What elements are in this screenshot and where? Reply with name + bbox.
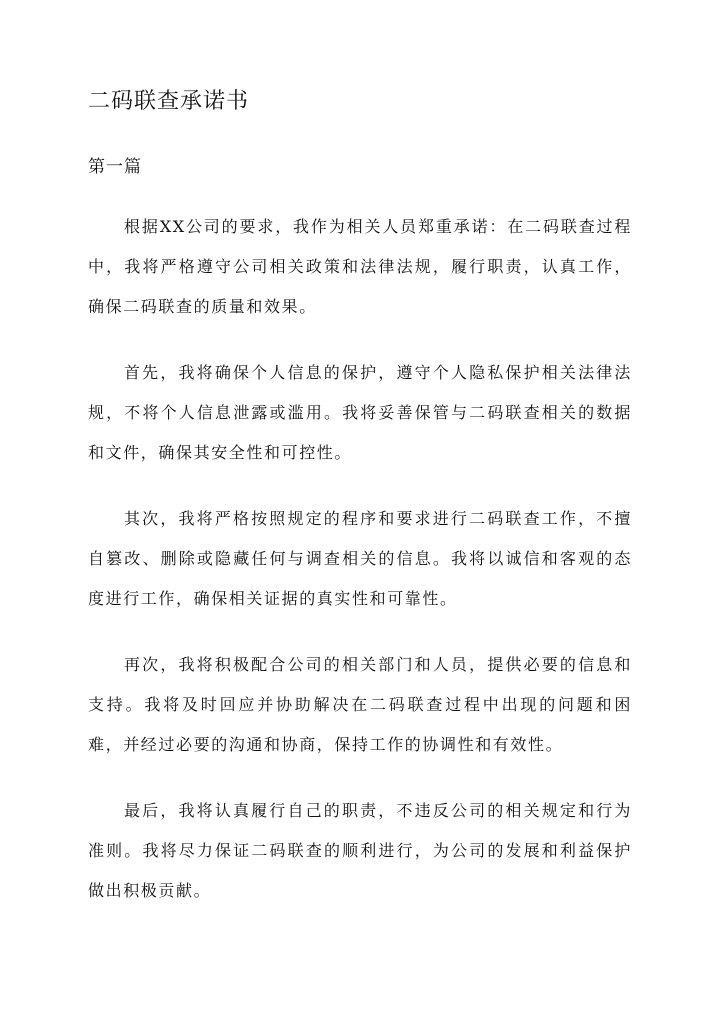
paragraph-intro: 根据XX公司的要求，我作为相关人员郑重承诺：在二码联查过程中，我将严格遵守公司相关政策和法律法规，履行职责，认真工作，确保二码联查的质量和效果。 [88,217,632,316]
document-title: 二码联查承诺书 [88,89,250,114]
document-body [88,207,632,937]
paragraph-conclusion: 最后，我将认真履行自己的职责，不违反公司的相关规定和行为准则。我将尽力保证二码联查的顺利进行，为公司的发展和利益保护做出积极贡献。 [88,801,632,900]
paragraph-cooperation: 再次，我将积极配合公司的相关部门和人员，提供必要的信息和支持。我将及时回应并协助解决在二码联查过程中出现的问题和困难，并经过必要的沟通和协商，保持工作的协调性和有效性。 [88,655,632,754]
section-heading: 第一篇 [88,157,142,177]
paragraph-procedure: 其次，我将严格按照规定的程序和要求进行二码联查工作，不擅自篡改、删除或隐藏任何与调查相关的信息。我将以诚信和客观的态度进行工作，确保相关证据的真实性和可靠性。 [88,509,632,608]
paragraph-privacy: 首先，我将确保个人信息的保护，遵守个人隐私保护相关法律法规，不将个人信息泄露或滥用。我将妥善保管与二码联查相关的数据和文件，确保其安全性和可控性。 [88,363,632,462]
